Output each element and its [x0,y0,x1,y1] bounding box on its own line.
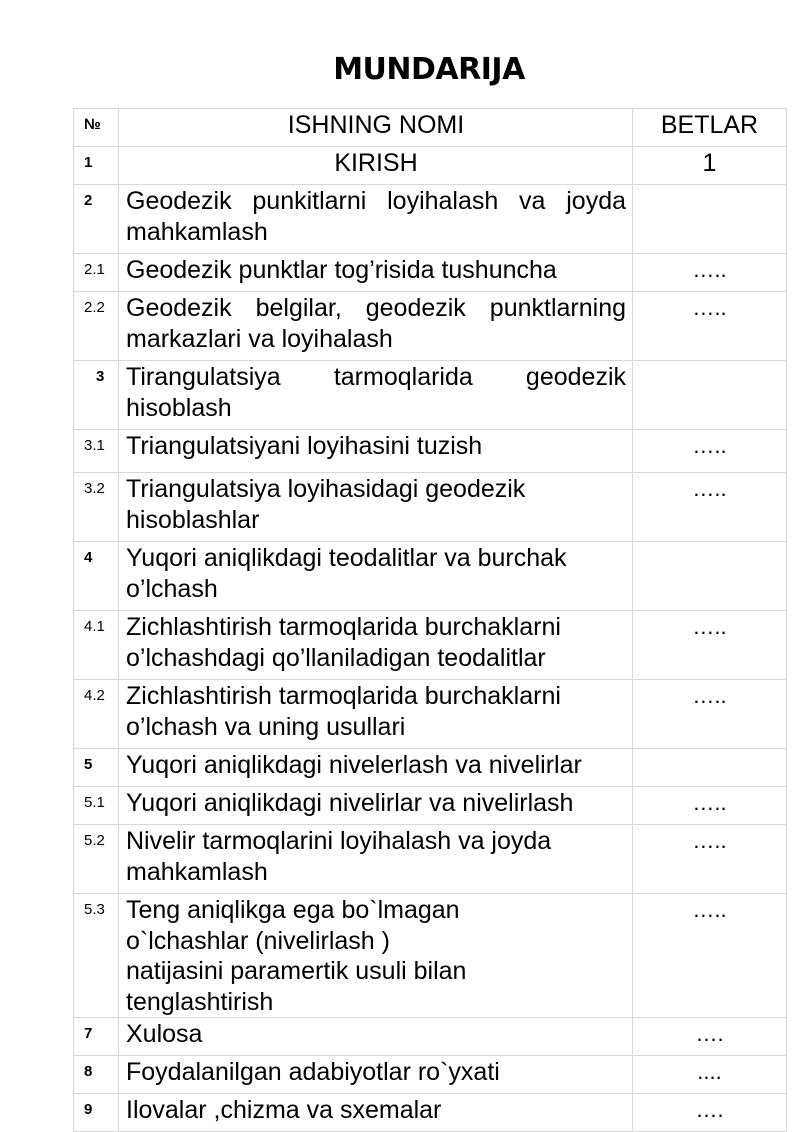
row-page: ….. [633,254,787,292]
row-number: 2 [74,185,119,254]
row-number: 8 [74,1056,119,1094]
row-number: 5 [74,749,119,787]
row-page: 1 [633,147,787,185]
row-number: 4.2 [74,680,119,749]
table-row [74,680,787,749]
row-name: Zichlashtirish tarmoqlarida burchaklarni o’lchashdagi qo’llaniladigan teodalitlar [119,611,633,680]
row-name: Triangulatsiya loyihasidagi geodezik hisoblashlar [119,473,633,542]
table-row [74,1094,787,1132]
row-page [633,185,787,254]
row-page: ….. [633,825,787,894]
row-number: 9 [74,1094,119,1132]
row-page: ….. [633,473,787,542]
header-pages: BETLAR [633,109,787,147]
table-row [74,430,787,473]
row-number: 2.2 [74,292,119,361]
row-name: Nivelir tarmoqlarini loyihalash va joyda mahkamlash [119,825,633,894]
row-number: 1 [74,147,119,185]
row-page: …. [633,1018,787,1056]
row-number: 2.1 [74,254,119,292]
row-number: 3.2 [74,473,119,542]
table-row [74,825,787,894]
table-header-row [74,109,787,147]
row-number: 5.2 [74,825,119,894]
row-page: ….. [633,894,787,1018]
row-number: 7 [74,1018,119,1056]
row-name: Zichlashtirish tarmoqlarida burchaklarni o’lchash va uning usullari [119,680,633,749]
row-number: 5.3 [74,894,119,1018]
row-page: ….. [633,430,787,473]
table-row [74,254,787,292]
table-row [74,361,787,430]
contents-table [73,108,787,1132]
row-name: KIRISH [119,147,633,185]
table-row [74,185,787,254]
row-name: Xulosa [119,1018,633,1056]
row-name: Tirangulatsiya tarmoqlarida geodezik hisoblash [119,361,633,430]
row-number: 4 [74,542,119,611]
row-page [633,749,787,787]
table-row [74,147,787,185]
row-number: 5.1 [74,787,119,825]
row-page: …. [633,1094,787,1132]
table-row [74,749,787,787]
row-number: 3.1 [74,430,119,473]
row-name: Ilovalar ,chizma va sxemalar [119,1094,633,1132]
row-page [633,361,787,430]
table-row [74,611,787,680]
table-row [74,292,787,361]
row-name: Yuqori aniqlikdagi nivelerlash va nivelirlar [119,749,633,787]
header-name: ISHNING NOMI [119,109,633,147]
table-row [74,473,787,542]
row-name: Geodezik belgilar, geodezik punktlarning markazlari va loyihalash [119,292,633,361]
row-name: Triangulatsiyani loyihasini tuzish [119,430,633,473]
row-name: Yuqori aniqlikdagi teodalitlar va burchak o’lchash [119,542,633,611]
table-row [74,1018,787,1056]
header-number: № [74,109,119,147]
table-row [74,894,787,1018]
row-number: 3 [74,361,119,430]
table-row [74,787,787,825]
row-name: Geodezik punkitlarni loyihalash va joyda mahkamlash [119,185,633,254]
row-page: .... [633,1056,787,1094]
row-page: ….. [633,292,787,361]
row-name: Foydalanilgan adabiyotlar ro`yxati [119,1056,633,1094]
row-page: ….. [633,611,787,680]
page-title: MUNDARIJA [333,52,525,87]
row-page [633,542,787,611]
row-number: 4.1 [74,611,119,680]
row-name: Teng aniqlikga ega bo`lmagan o`lchashlar (nivelirlash ) natijasini paramertik usuli bilan tenglashtirish [119,894,633,1018]
row-page: ….. [633,787,787,825]
row-name: Geodezik punktlar tog’risida tushuncha [119,254,633,292]
row-name: Yuqori aniqlikdagi nivelirlar va nivelirlash [119,787,633,825]
row-page: ….. [633,680,787,749]
table-row [74,1056,787,1094]
table-row [74,542,787,611]
